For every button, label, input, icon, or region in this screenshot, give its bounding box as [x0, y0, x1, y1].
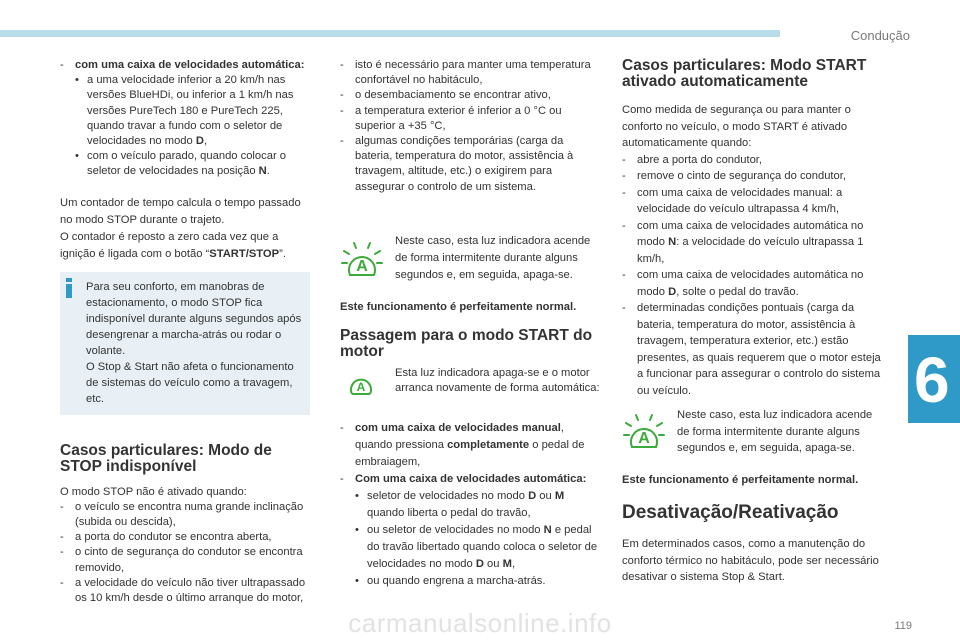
text: ou: [483, 557, 503, 570]
text: e pedal do travão libertado quando coloca o seletor de velocidades no modo: [367, 523, 598, 570]
stop-item-3: - o cinto de segurança do condutor se encontra removido,: [60, 545, 310, 575]
auto-gearbox-heading: - com uma caixa de velocidades automática:: [75, 59, 305, 71]
text: com o veículo parado, quando colocar o seletor de velocidades na posição: [87, 150, 287, 178]
auto-condition-1: [75, 73, 310, 149]
lamp-note-2-text: Esta luz indicadora apaga-se e o motor arranca novamente de forma automática:: [395, 366, 600, 395]
text: : a velocidade do veículo ultrapassa 1 km/h,: [637, 236, 864, 265]
text: com uma caixa de velocidades automática no modo: [637, 269, 864, 298]
deactivation-text: Em determinados casos, como a manutenção do conforto térmico no habitáculo, pode ser necessário desativar o sistema Stop & Start.: [622, 538, 879, 584]
mode-d: D: [475, 557, 484, 570]
start-item-4: [622, 218, 884, 268]
watermark: carmanualsonline.info: [348, 608, 612, 638]
text: o pedal de embraiagem,: [355, 438, 585, 468]
auto-start-heading: - Com uma caixa de velocidades automática:: [355, 472, 587, 485]
cond-item-3: - a temperatura exterior é inferior a 0 °C ou superior a +35 °C,: [340, 104, 602, 134]
text: ,: [203, 135, 208, 148]
info-text-1: Para seu conforto, em manobras de estacionamento, o modo STOP fica indisponível durante alguns segundos após desengrenar a marcha-atrás ou rodar o volante.: [86, 280, 302, 357]
mode-d: D: [528, 489, 537, 502]
stop-start-lamp-icon: [622, 413, 666, 453]
text: O contador é reposto a zero cada vez que a ignição é ligada com o botão “: [60, 230, 279, 260]
auto-gearbox-start-item: [340, 471, 602, 590]
start-mode-title: Passagem para o modo START do motor: [340, 326, 593, 360]
mode-m: M: [554, 489, 565, 502]
cond-item-2: - o desembaciamento se encontrar ativo,: [340, 88, 602, 103]
start-auto-title: Casos particulares: Modo START ativado automaticamente: [622, 57, 867, 90]
start-item-6: - determinadas condições pontuais (carga da bateria, temperatura do motor, assistência à travagem, temperatura exterior, etc.) estão presentes, as quais requerem que o motor esteja a funcionar para assegurar o controlo do sistema ou veículo.: [622, 300, 884, 399]
start-stop-button-ref: START/STOP: [209, 247, 280, 260]
start-item-2: - remove o cinto de segurança do condutor,: [622, 168, 884, 185]
text: ,: [511, 557, 516, 570]
auto-start-3: • ou quando engrena a marcha-atrás.: [355, 573, 602, 590]
section-title: Condução: [850, 28, 910, 43]
svg-text:A: A: [638, 430, 650, 447]
counter-reset: [60, 229, 310, 263]
text: a uma velocidade inferior a 20 km/h nas versões BlueHDi, ou inferior a 1 km/h nas versões PureTech 180 e PureTech 225, quando travar a fundo com o seletor de velocidades no modo: [87, 74, 294, 148]
stop-item-2: - a porta do condutor se encontra aberta,: [60, 530, 310, 545]
info-text-2: O Stop & Start não afeta o funcionamento de sistemas do veículo como a travagem, etc.: [86, 360, 294, 405]
start-auto-intro: Como medida de segurança ou para manter o conforto no veículo, o modo START é ativado automaticamente quando:: [622, 104, 851, 149]
lamp-note-3-text: Neste caso, esta luz indicadora acende de forma intermitente durante alguns segundos e, em seguida, apaga-se.: [677, 409, 873, 454]
text-bold: completamente: [447, 438, 530, 451]
start-item-1: - abre a porta do condutor,: [622, 152, 884, 169]
cond-item-1: - isto é necessário para manter uma temperatura confortável no habitáculo,: [340, 58, 602, 88]
deactivation-title: Desativação/Reativação: [622, 502, 839, 524]
info-icon: [66, 278, 72, 298]
normal-note-1: Este funcionamento é perfeitamente normal.: [340, 300, 577, 313]
mode-m: M: [502, 557, 512, 570]
text: .: [266, 165, 270, 178]
column-2: [340, 58, 602, 590]
text: quando liberta o pedal do travão,: [367, 506, 531, 519]
info-box: [60, 272, 310, 415]
mode-d: D: [668, 285, 677, 298]
manual-heading: com uma caixa de velocidades manual: [355, 421, 561, 434]
stop-unavailable-title: Casos particulares: Modo de STOP indisponível: [60, 441, 272, 475]
text: , solte o pedal do travão.: [676, 285, 799, 298]
chapter-number: 6: [914, 344, 950, 416]
start-item-5: [622, 267, 884, 300]
stop-start-lamp-icon: [340, 241, 384, 281]
header-bar: [0, 30, 780, 37]
auto-start-2: [355, 522, 602, 573]
auto-gearbox-item: [60, 58, 310, 180]
counter-paragraph: Um contador de tempo calcula o tempo passado no modo STOP durante o trajeto.: [60, 196, 301, 226]
text: com uma caixa de velocidades automática no modo: [637, 219, 864, 248]
text: ou: [536, 489, 555, 502]
column-3: [622, 58, 884, 586]
mode-n: N: [543, 523, 552, 536]
cond-item-4: - algumas condições temporárias (carga da bateria, temperatura do motor, assistência à travagem, altitude, etc.) o exigirem para assegurar o controlo de um sistema.: [340, 134, 602, 195]
text: seletor de velocidades no modo: [367, 489, 529, 502]
svg-text:A: A: [356, 379, 366, 394]
text: ou seletor de velocidades no modo: [367, 523, 544, 536]
mode-d: D: [195, 135, 204, 148]
text: , quando pressiona: [355, 421, 564, 451]
manual-gearbox-item: [340, 420, 602, 471]
lamp-note-1-text: Neste caso, esta luz indicadora acende de forma intermitente durante alguns segundos e, em seguida, apaga-se.: [395, 234, 591, 281]
start-item-3: - com uma caixa de velocidades manual: a velocidade do veículo ultrapassa 4 km/h,: [622, 185, 884, 218]
text: ”.: [279, 247, 286, 260]
column-1: [60, 58, 310, 606]
auto-condition-2: [75, 149, 310, 179]
lamp-note-2: [340, 366, 602, 412]
chapter-tab: [908, 335, 960, 423]
lamp-note-1: [340, 233, 602, 293]
page-number: 119: [894, 620, 912, 632]
stop-intro: O modo STOP não é ativado quando:: [60, 485, 247, 498]
svg-text:A: A: [356, 257, 368, 275]
lamp-note-3: [622, 407, 884, 467]
stop-item-4: - a velocidade do veículo não tiver ultrapassado os 10 km/h desde o último arranque do motor,: [60, 576, 310, 606]
mode-n: N: [668, 236, 677, 248]
auto-start-1: [355, 488, 602, 522]
mode-n: N: [258, 165, 267, 178]
normal-note-2: Este funcionamento é perfeitamente normal.: [622, 474, 859, 486]
stop-start-lamp-off-icon: [348, 372, 374, 398]
stop-item-1: - o veículo se encontra numa grande inclinação (subida ou descida),: [60, 500, 310, 530]
